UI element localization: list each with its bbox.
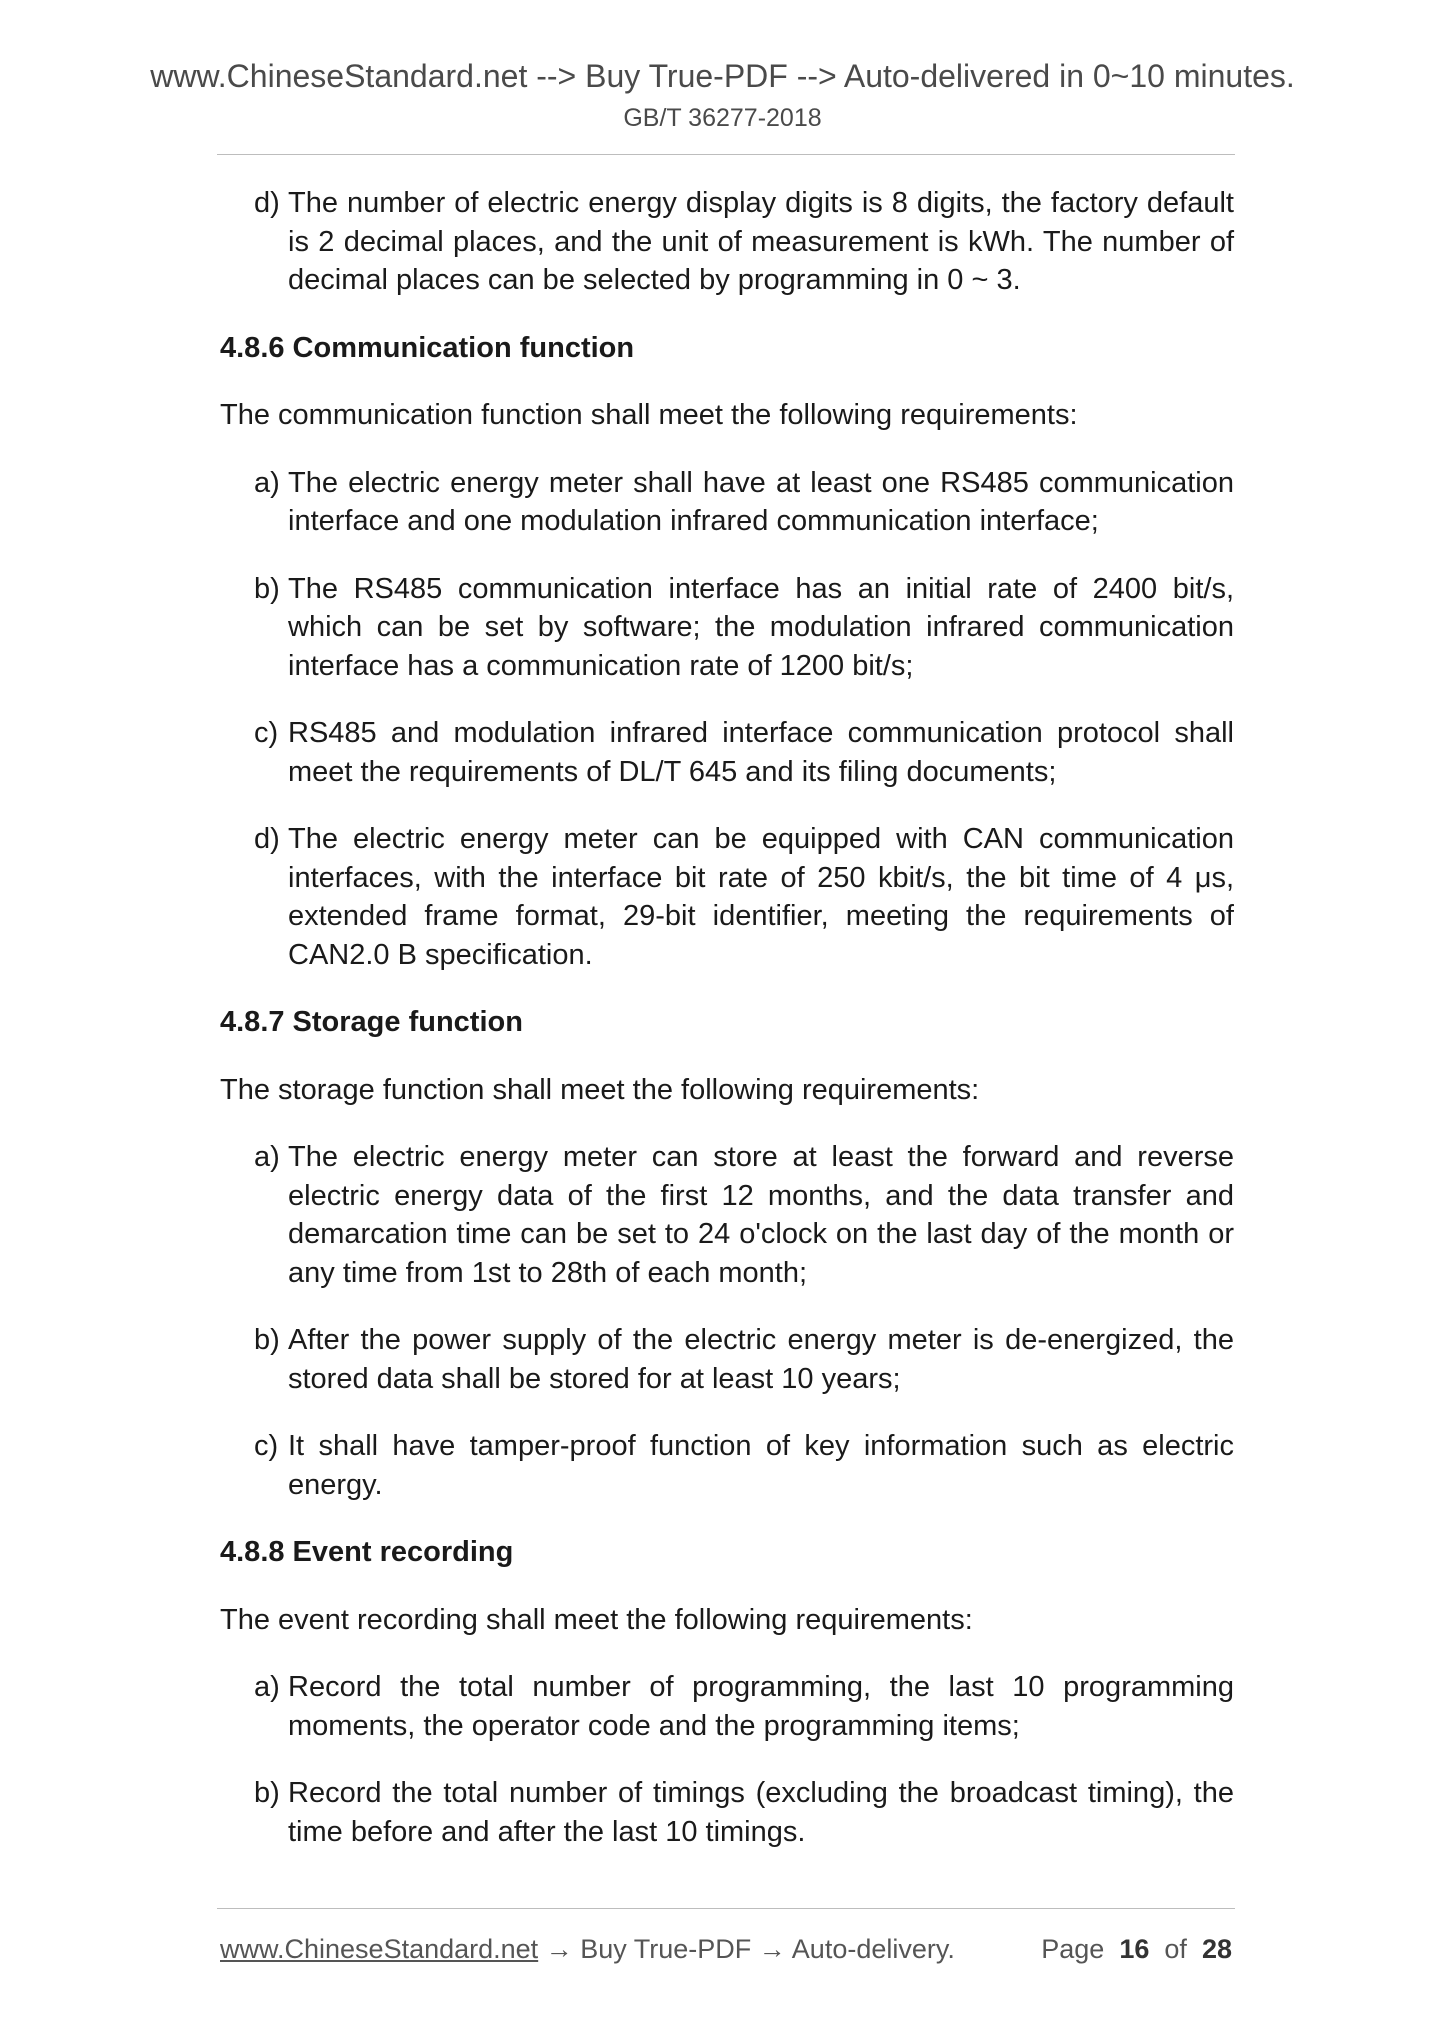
- list-item-text: The RS485 communication interface has an initial rate of 2400 bit/s, which can be set by software; the modulation infrared communication interface has a communication rate of 1200 bit/s;: [288, 572, 1234, 682]
- header-banner: www.ChineseStandard.net --> Buy True-PDF --> Auto-delivered in 0~10 minutes.: [150, 58, 1295, 94]
- page-footer: [220, 1929, 1232, 1969]
- list-item-label: d): [254, 187, 280, 219]
- list-item-label: a): [254, 1141, 280, 1173]
- list-item-text: Record the total number of programming, the last 10 programming moments, the operator code and the programming items;: [288, 1671, 1234, 1742]
- footer-links: [220, 1929, 955, 1969]
- list-item-text: Record the total number of timings (excluding the broadcast timing), the time before and after the last 10 timings.: [288, 1777, 1234, 1848]
- list-item-label: b): [254, 1777, 280, 1809]
- list-item-text: The electric energy meter can be equipped with CAN communication interfaces, with the interface bit rate of 250 kbit/s, the bit time of 4 μs, extended frame format, 29-bit identifier, meeting the requirements of CAN2.0 B specification.: [288, 823, 1234, 971]
- footer-delivery-text: Auto-delivery.: [791, 1934, 955, 1964]
- list-item-label: a): [254, 466, 280, 499]
- list-item-text: It shall have tamper-proof function of key information such as electric energy.: [288, 1430, 1234, 1501]
- list-item: [220, 570, 1234, 686]
- list-item: [220, 184, 1234, 300]
- section-heading: 4.8.7 Storage function: [220, 1006, 523, 1038]
- list-item: [220, 1668, 1234, 1745]
- list-item-label: b): [254, 1324, 280, 1356]
- section-intro: The communication function shall meet the following requirements:: [220, 399, 1078, 431]
- page-word: Page: [1041, 1934, 1105, 1964]
- list-item-text: After the power supply of the electric energy meter is de-energized, the stored data shall be stored for at least 10 years;: [288, 1324, 1234, 1395]
- of-word: of: [1164, 1934, 1187, 1964]
- header-divider: [217, 154, 1235, 155]
- section-heading: 4.8.8 Event recording: [220, 1536, 514, 1568]
- footer-site-link[interactable]: www.ChineseStandard.net: [220, 1934, 539, 1964]
- list-item-label: c): [254, 1430, 279, 1462]
- list-item: [220, 1427, 1234, 1504]
- list-item-text: The number of electric energy display digits is 8 digits, the factory default is 2 decimal places, and the unit of measurement is kWh. The number of decimal places can be selected by programming in 0 ~ 3.: [288, 187, 1234, 296]
- arrow-right-icon: →: [758, 1934, 786, 1964]
- list-item-label: b): [254, 572, 280, 605]
- list-item: [220, 464, 1234, 541]
- list-item: [220, 1774, 1234, 1851]
- document-body: [220, 184, 1234, 1880]
- list-item-text: RS485 and modulation infrared interface communication protocol shall meet the requirements of DL/T 645 and its filing documents;: [288, 717, 1234, 788]
- list-item-label: c): [254, 717, 279, 749]
- list-item-label: a): [254, 1671, 280, 1703]
- footer-divider: [217, 1908, 1235, 1909]
- list-item-label: d): [254, 823, 280, 855]
- page-current: 16: [1119, 1934, 1150, 1964]
- arrow-right-icon: →: [545, 1934, 573, 1964]
- list-item: [220, 820, 1234, 974]
- list-item: [220, 1138, 1234, 1292]
- section-intro: The event recording shall meet the following requirements:: [220, 1603, 973, 1636]
- list-item-text: The electric energy meter can store at least the forward and reverse electric energy data of the first 12 months, and the data transfer and demarcation time can be set to 24 o'clock on the last day of the month or any time from 1st to 28th of each month;: [288, 1141, 1234, 1289]
- section-intro: The storage function shall meet the following requirements:: [220, 1073, 980, 1106]
- page-total: 28: [1201, 1934, 1232, 1964]
- section-heading: 4.8.6 Communication function: [220, 331, 635, 364]
- standard-number: GB/T 36277-2018: [623, 104, 822, 132]
- list-item-text: The electric energy meter shall have at least one RS485 communication interface and one modulation infrared communication interface;: [288, 466, 1234, 537]
- footer-buy-text: Buy True-PDF: [580, 1934, 752, 1964]
- list-item: [220, 1321, 1234, 1398]
- list-item: [220, 714, 1234, 791]
- page-indicator: [1041, 1929, 1232, 1969]
